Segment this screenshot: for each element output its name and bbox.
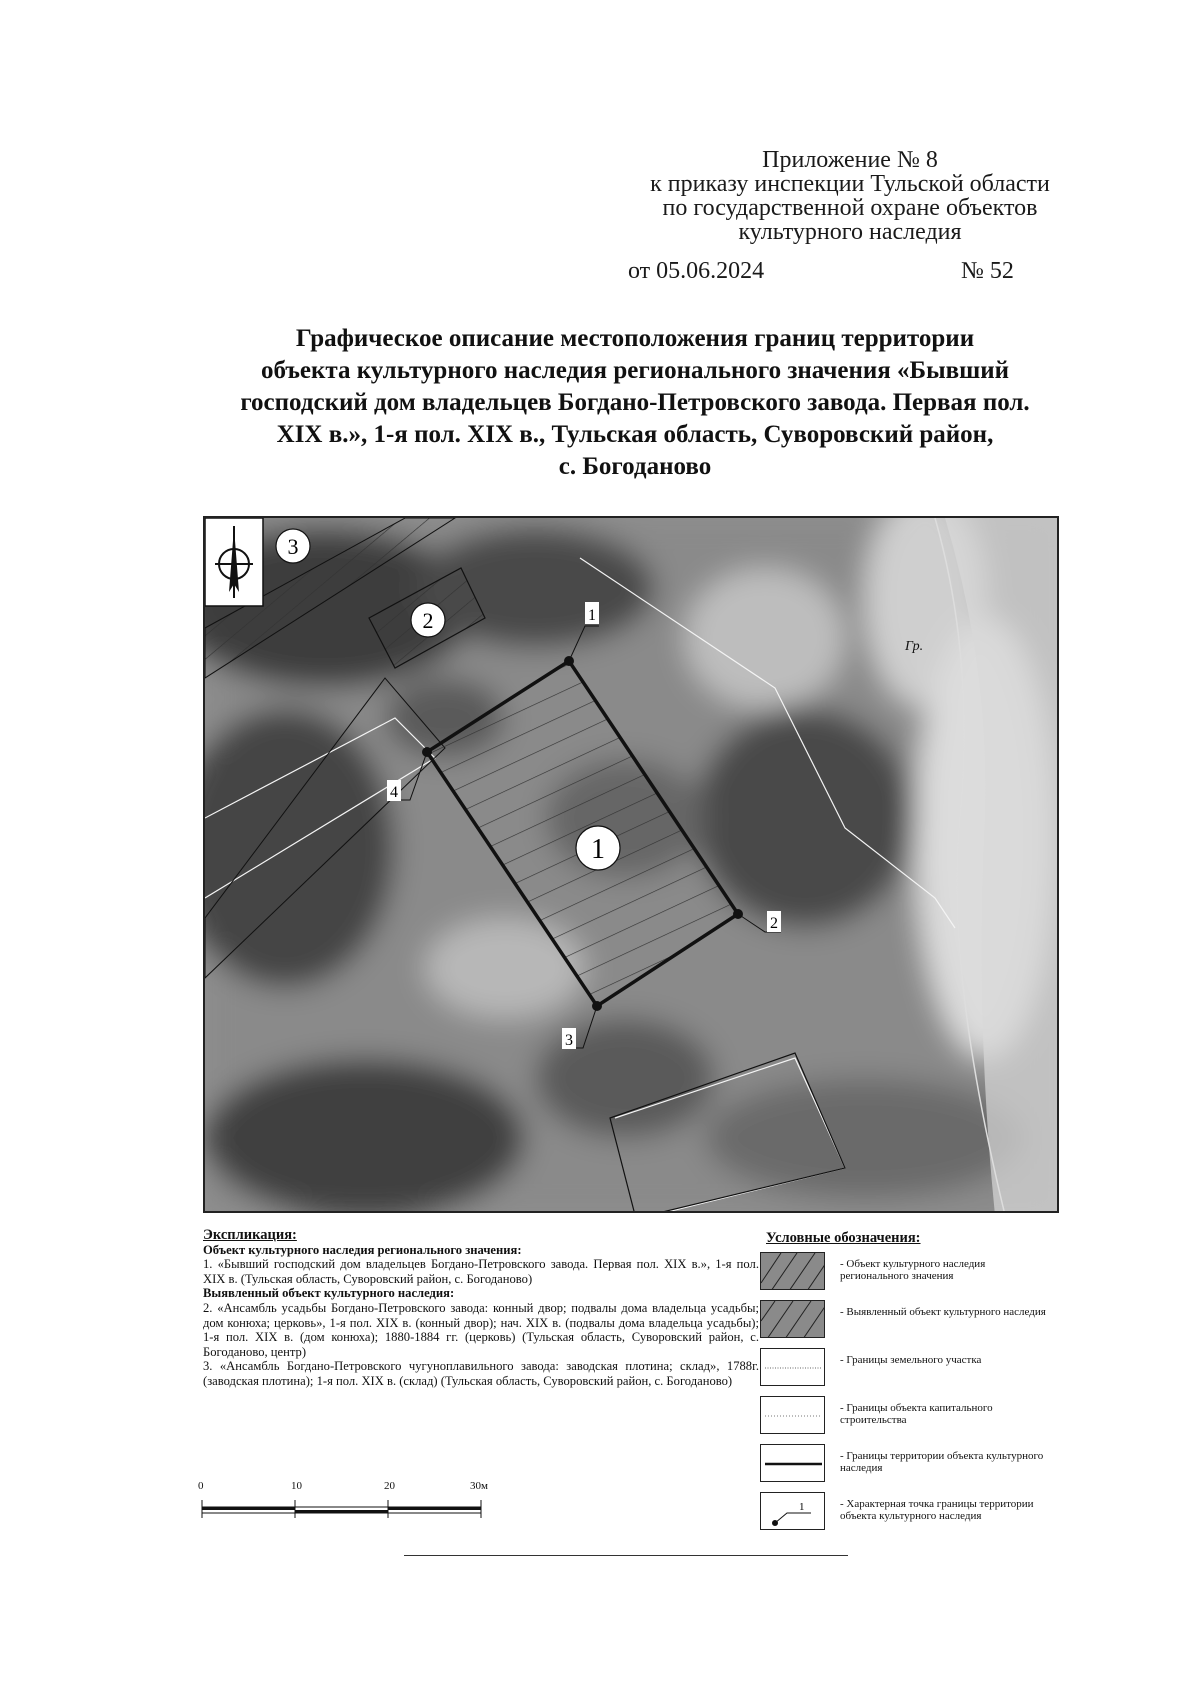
- legend-heading: Условные обозначения:: [766, 1230, 921, 1246]
- scale-bar-graphic: [198, 1480, 498, 1520]
- appendix-number: Приложение № 8: [762, 147, 938, 173]
- title-line-2: объекта культурного наследия регионального значения «Бывший: [260, 357, 1010, 384]
- point-1-label: 1: [588, 607, 596, 624]
- order-number: № 52: [961, 258, 1014, 284]
- site-map-drawing: [205, 518, 1059, 1213]
- explication-item-3: 3. «Ансамбль Богдано-Петровского чугуноплавильного завода: заводская плотина; склад», 1788г. (заводская плотина); 1-я пол. XIX в. (склад) (Тульская область, Суворовский район, с. Богоданово): [203, 1359, 759, 1388]
- appendix-authority-line: по государственной охране объектов: [662, 195, 1038, 221]
- legend: [760, 1232, 1060, 1540]
- legend-swatch-regional: [760, 1252, 825, 1290]
- legend-point-sample-label: 1: [799, 1501, 805, 1513]
- point-2-label: 2: [770, 915, 778, 932]
- legend-row-identified: [760, 1300, 1060, 1348]
- legend-text-territory: - Границы территории объекта культурного наследия: [840, 1450, 1044, 1474]
- regional-heading: Объект культурного наследия регионального значения:: [203, 1242, 522, 1257]
- footer-divider: [404, 1555, 848, 1556]
- legend-swatch-point: [760, 1492, 825, 1530]
- document-title: [170, 323, 1100, 483]
- legend-text-construction: - Границы объекта капитального строительства: [840, 1402, 993, 1426]
- identified-heading: Выявленный объект культурного наследия:: [203, 1286, 455, 1301]
- legend-row-territory: [760, 1444, 1060, 1492]
- site-map: [203, 516, 1059, 1213]
- legend-row-regional: [760, 1252, 1060, 1300]
- legend-text-identified: - Выявленный объект культурного наследия: [840, 1306, 1046, 1318]
- scale-tick-0: 0: [198, 1480, 204, 1492]
- title-line-4: XIX в.», 1-я пол. XIX в., Тульская область, Суворовский район,: [276, 421, 994, 448]
- order-date-row: [628, 258, 1028, 285]
- scale-tick-30: 30м: [470, 1480, 488, 1492]
- explication-item-1: 1. «Бывший господский дом владельцев Богдано-Петровского завода. Первая пол. XIX в.», 1-я пол. XIX в. (Тульская область, Суворовский район, с. Богоданово): [203, 1257, 759, 1286]
- legend-text-land-plot: - Границы земельного участка: [840, 1354, 982, 1366]
- legend-row-point: [760, 1492, 1060, 1540]
- legend-row-land-plot: [760, 1348, 1060, 1396]
- point-4-label: 4: [390, 784, 398, 801]
- object-2-label: 2: [422, 608, 434, 633]
- legend-swatch-construction: [760, 1396, 825, 1434]
- object-1-label: 1: [591, 834, 605, 865]
- road-label: Гр.: [905, 639, 924, 654]
- legend-swatch-land-plot: [760, 1348, 825, 1386]
- order-date: от 05.06.2024: [628, 258, 765, 284]
- legend-swatch-identified: [760, 1300, 825, 1338]
- explication: [203, 1228, 759, 1389]
- scale-tick-10: 10: [291, 1480, 302, 1492]
- north-arrow-icon: [205, 518, 263, 606]
- legend-text-point: - Характерная точка границы территории объекта культурного наследия: [840, 1498, 1034, 1522]
- appendix-order-line: к приказу инспекции Тульской области: [650, 171, 1050, 197]
- object-3-label: 3: [287, 534, 299, 559]
- legend-swatch-territory: [760, 1444, 825, 1482]
- explication-item-2: 2. «Ансамбль усадьбы Богдано-Петровского завода: конный двор; подвалы дома владельца усадьбы; дом конюха; церковь», 1-я пол. XIX в. (конный двор); нач. XIX в. (подвалы дома владельца усадьбы); 1-я пол. XIX в. (дом конюха); 1880-1884 гг. (церковь) (Тульская область, Суворовский район, с. Богоданово, центр): [203, 1300, 759, 1359]
- legend-text-regional: - Объект культурного наследия регионального значения: [840, 1258, 986, 1282]
- appendix-header: [590, 148, 1110, 244]
- title-line-5: с. Богоданово: [558, 453, 712, 480]
- legend-row-construction: [760, 1396, 1060, 1444]
- title-line-1: Графическое описание местоположения границ территории: [295, 325, 975, 352]
- appendix-heritage-line: культурного наследия: [738, 219, 962, 245]
- title-line-3: господский дом владельцев Богдано-Петровского завода. Первая пол.: [240, 389, 1030, 416]
- scale-bar: [198, 1480, 498, 1524]
- explication-heading: Экспликация:: [203, 1227, 297, 1243]
- point-3-label: 3: [565, 1032, 573, 1049]
- scale-tick-20: 20: [384, 1480, 395, 1492]
